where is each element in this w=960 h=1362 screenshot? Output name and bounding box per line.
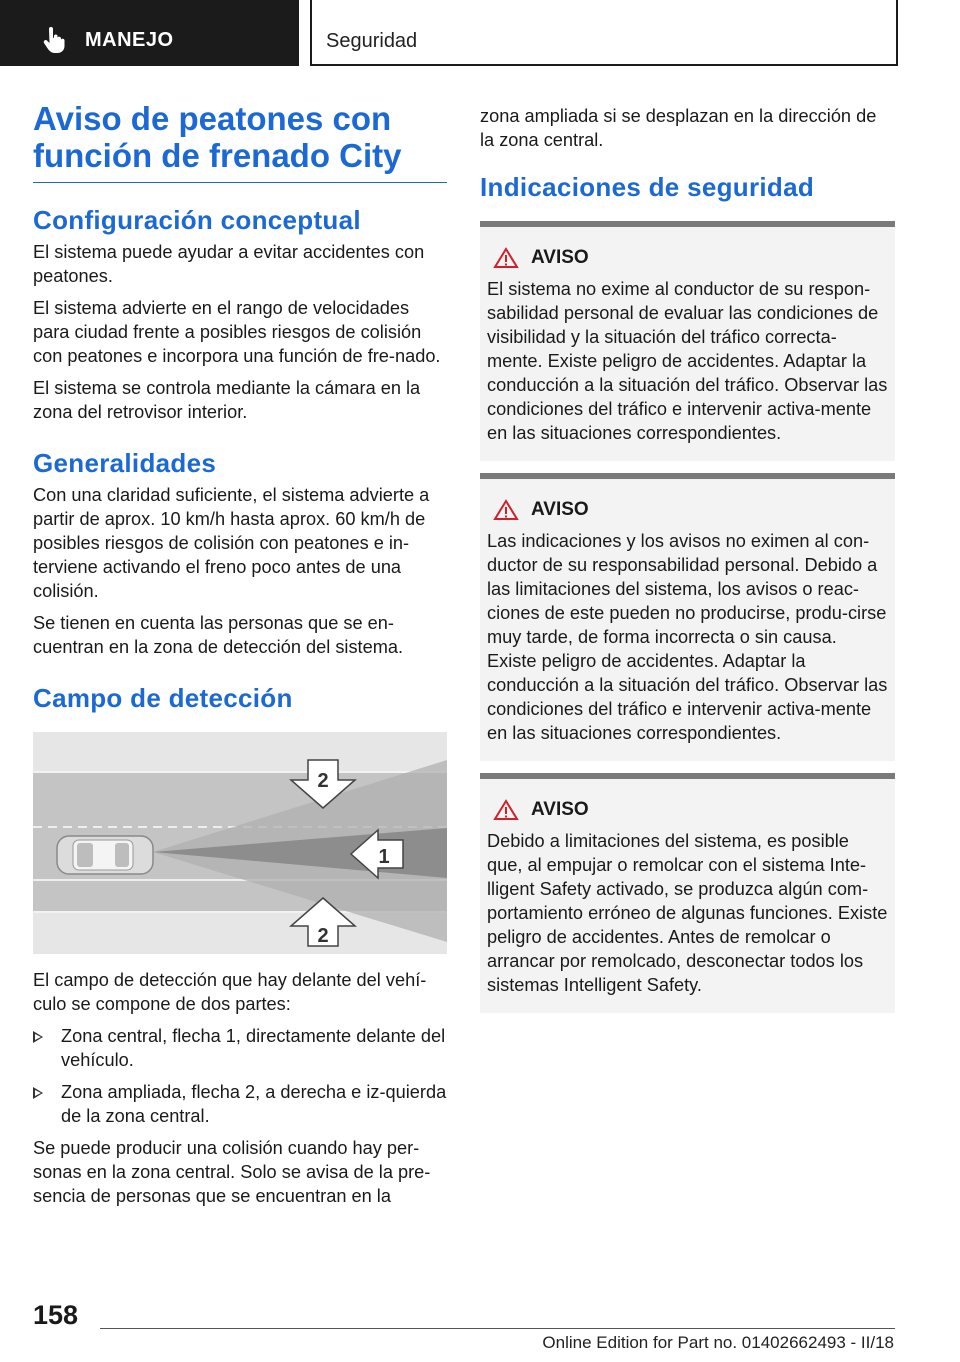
car-icon (57, 836, 153, 874)
page-number: 158 (33, 1300, 79, 1330)
warning-box (480, 473, 895, 761)
left-column (33, 100, 447, 1216)
triangle-bullet-icon (33, 1087, 43, 1099)
page-title: Aviso de peatones con función de frenado City (33, 100, 447, 183)
arrow-label: 2 (317, 925, 329, 947)
chapter-tab (310, 0, 898, 66)
heading-conceptual: Configuración conceptual (33, 205, 361, 235)
warning-triangle-icon (493, 499, 519, 521)
list-item: Zona ampliada, flecha 2, a derecha e iz-quierda de la zona central. (33, 1080, 447, 1128)
warning-label: AVISO (531, 799, 589, 820)
paragraph: zona ampliada si se desplazan en la dirección de la zona central. (480, 106, 877, 150)
arrow-label: 1 (378, 846, 390, 868)
bullet-list (33, 1024, 447, 1128)
arrow-label: 2 (317, 770, 329, 792)
paragraph: El sistema puede ayudar a evitar accidentes con peatones. (33, 242, 425, 286)
section-label: MANEJO (85, 29, 174, 51)
heading-general: Generalidades (33, 448, 217, 478)
detection-field-diagram (33, 732, 447, 954)
list-item: Zona central, flecha 1, directamente delante del vehículo. (33, 1024, 447, 1072)
edition-text: Online Edition for Part no. 01402662493 - II/18 (542, 1333, 894, 1352)
paragraph: El sistema se controla mediante la cámara en la zona del retrovisor interior. (33, 378, 421, 422)
paragraph: El campo de detección que hay delante del vehí-culo se compone de dos partes: (33, 970, 427, 1014)
section-tab (0, 0, 299, 66)
warning-label: AVISO (531, 247, 589, 268)
warning-triangle-icon (493, 799, 519, 821)
heading-safety: Indicaciones de seguridad (480, 172, 815, 202)
warning-box (480, 773, 895, 1013)
warning-triangle-icon (493, 247, 519, 269)
warning-text: Debido a limitaciones del sistema, es posible que, al empujar o remolcar con el sistema Inte-lligent Safety activado, se produzca algún com-portamiento erróneo de algunas funciones. Existe peligro de accidentes. Antes de remolcar o arrancar por remolcado, desconectar todos los sistemas Intelligent Safety. (487, 831, 888, 995)
warning-text: Las indicaciones y los avisos no eximen al con-ductor de su responsabilidad personal. Debido a las limitaciones del sistema, los avisos o reac-ciones de este pueden no producirse, produ-cirse muy tarde, de forma incorrecta o sin causa. Existe peligro de accidentes. Adaptar la conducción a la situación del tráfico. Observar las condiciones del tráfico e intervenir activa-mente en las situaciones correspondientes. (487, 531, 888, 743)
hand-pointer-icon (40, 26, 68, 54)
paragraph: El sistema advierte en el rango de velocidades para ciudad frente a posibles riesgos de colisión con peatones e incorpora una función de fre-nado. (33, 298, 441, 366)
paragraph: Se tienen en cuenta las personas que se en-cuentran en la zona de detección del sistema. (33, 613, 404, 657)
chapter-label: Seguridad (326, 30, 418, 52)
paragraph: Se puede producir una colisión cuando hay per-sonas en la zona central. Solo se avisa de la pre-sencia de personas que se encuentran en la (33, 1138, 431, 1206)
warning-box (480, 221, 895, 461)
paragraph: Con una claridad suficiente, el sistema advierte a partir de aprox. 10 km/h hasta aprox. 60 km/h de posibles riesgos de colisión con peatones e in-terviene activando el freno poco antes de una colisión. (33, 485, 430, 601)
warning-text: El sistema no exime al conductor de su respon-sabilidad personal de evaluar las condiciones de visibilidad y la situación del tráfico correcta-mente. Existe peligro de accidentes. Adaptar la conducción a la situación del tráfico. Observar las condiciones del tráfico e intervenir activa-mente en las situaciones correspondientes. (487, 279, 888, 443)
right-column (480, 100, 895, 1025)
warning-label: AVISO (531, 499, 589, 520)
footer-divider (100, 1328, 895, 1329)
heading-detection-field: Campo de detección (33, 683, 293, 713)
triangle-bullet-icon (33, 1031, 43, 1043)
detection-field-figure (33, 732, 447, 954)
